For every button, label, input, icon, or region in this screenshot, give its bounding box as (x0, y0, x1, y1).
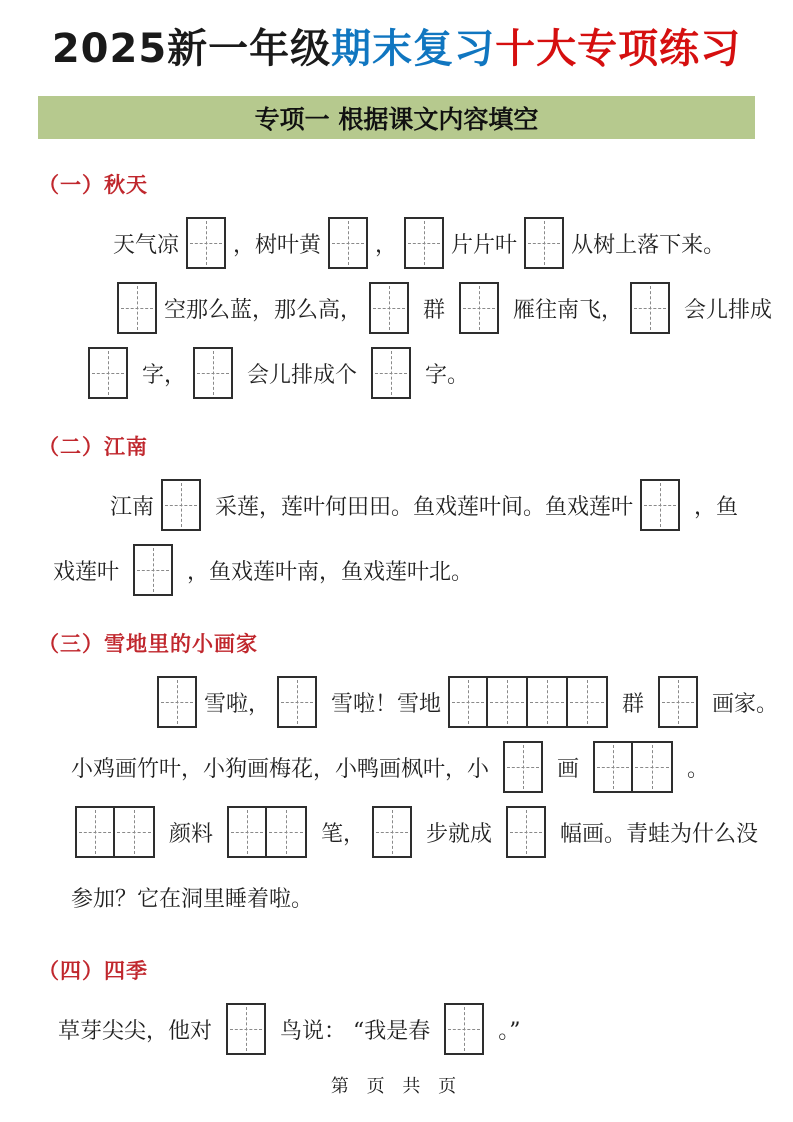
answer-blank-group (524, 217, 564, 269)
text-line (38, 869, 755, 925)
answer-blank-group (161, 479, 201, 531)
answer-blank-group (444, 1003, 484, 1055)
answer-blank-cell (640, 479, 680, 531)
title-part-black: 2025新一年级 (51, 26, 332, 72)
text-segment: 雪啦！雪地 (324, 691, 442, 717)
answer-blank-group (658, 676, 698, 728)
section-heading: （四）四季 (38, 958, 148, 983)
answer-blank-cell (227, 806, 267, 858)
text-segment: 笔， (314, 821, 365, 847)
text-segment: 采莲，莲叶何田田。鱼戏莲叶间。鱼戏莲叶 (208, 494, 634, 520)
text-segment: 天气凉 (113, 232, 180, 258)
answer-blank-cell (161, 479, 201, 531)
answer-blank-cell (115, 806, 155, 858)
text-segment: 鸟说： “我是春 (273, 1018, 438, 1044)
answer-blank-cell (186, 217, 226, 269)
text-line (38, 674, 779, 730)
answer-blank-cell (88, 347, 128, 399)
section-heading: （二）江南 (38, 434, 148, 459)
answer-blank-group (371, 347, 411, 399)
answer-blank-cell (633, 741, 673, 793)
answer-blank-group (133, 544, 173, 596)
answer-blank-group (227, 806, 307, 858)
text-line (38, 215, 755, 271)
answer-blank-cell (488, 676, 528, 728)
text-segment: 空那么蓝，那么高， (164, 297, 363, 323)
text-segment: 戏莲叶 (53, 559, 126, 585)
text-segment: 小鸡画竹叶，小狗画梅花，小鸭画枫叶，小 (71, 756, 496, 782)
answer-blank-cell (371, 347, 411, 399)
answer-blank-cell (277, 676, 317, 728)
answer-blank-group (193, 347, 233, 399)
answer-blank-group (404, 217, 444, 269)
section-banner (38, 96, 755, 139)
answer-blank-cell (404, 217, 444, 269)
text-segment: 片片叶 (451, 232, 518, 258)
text-segment: 幅画。青蛙为什么没 (553, 821, 758, 847)
answer-blank-cell (448, 676, 488, 728)
text-segment: ，鱼戏莲叶南，鱼戏莲叶北。 (180, 559, 473, 585)
answer-blank-cell (369, 282, 409, 334)
answer-blank-group (186, 217, 226, 269)
title-part-red: 十大专项练习 (495, 26, 742, 72)
text-segment: ， (375, 232, 398, 258)
answer-blank-group (277, 676, 317, 728)
text-segment: 画家。 (705, 691, 779, 717)
text-segment: 雁往南飞， (506, 297, 624, 323)
answer-blank-cell (503, 741, 543, 793)
answer-blank-group (75, 806, 155, 858)
text-line (38, 345, 755, 401)
answer-blank-cell (372, 806, 412, 858)
text-segment: 群 (615, 691, 652, 717)
answer-blank-group (448, 676, 608, 728)
page-footer: 第 页 共 页 (330, 1076, 463, 1097)
answer-blank-group (640, 479, 680, 531)
text-segment: 画 (550, 756, 586, 782)
text-segment: 字。 (418, 362, 469, 388)
answer-blank-group (503, 741, 543, 793)
answer-blank-cell (524, 217, 564, 269)
answer-blank-cell (117, 282, 157, 334)
answer-blank-cell (528, 676, 568, 728)
text-line (38, 804, 758, 860)
section-2 (38, 431, 755, 598)
answer-blank-cell (75, 806, 115, 858)
answer-blank-group (630, 282, 670, 334)
answer-blank-cell (506, 806, 546, 858)
text-line (38, 542, 755, 598)
text-segment: 雪啦， (204, 691, 271, 717)
answer-blank-group (226, 1003, 266, 1055)
answer-blank-group (506, 806, 546, 858)
section-4 (38, 955, 755, 1057)
text-segment: 会儿排成个 (240, 362, 364, 388)
section-3 (38, 628, 779, 925)
text-line (38, 739, 755, 795)
text-segment: 。” (491, 1018, 521, 1044)
text-segment: 从树上落下来。 (571, 232, 726, 258)
text-segment: ，树叶黄 (233, 232, 322, 258)
section-1 (38, 169, 773, 401)
answer-blank-group (593, 741, 673, 793)
answer-blank-cell (328, 217, 368, 269)
answer-blank-cell (444, 1003, 484, 1055)
answer-blank-cell (226, 1003, 266, 1055)
title-part-blue: 期末复习 (331, 26, 496, 72)
text-line (38, 1001, 755, 1057)
answer-blank-cell (267, 806, 307, 858)
text-line (38, 280, 773, 336)
text-segment: 字， (135, 362, 186, 388)
answer-blank-cell (630, 282, 670, 334)
text-line (38, 477, 755, 533)
answer-blank-cell (193, 347, 233, 399)
sections-container (38, 139, 779, 1066)
text-segment: 颜料 (162, 821, 220, 847)
answer-blank-cell (593, 741, 633, 793)
answer-blank-group (88, 347, 128, 399)
section-heading: （一）秋天 (38, 172, 148, 197)
text-segment: 参加？它在洞里睡着啦。 (71, 886, 314, 912)
answer-blank-group (369, 282, 409, 334)
answer-blank-cell (133, 544, 173, 596)
answer-blank-cell (568, 676, 608, 728)
text-segment: 步就成 (419, 821, 499, 847)
answer-blank-group (372, 806, 412, 858)
text-segment: ，鱼 (687, 494, 739, 520)
answer-blank-group (328, 217, 368, 269)
section-heading: （三）雪地里的小画家 (38, 631, 258, 656)
answer-blank-cell (459, 282, 499, 334)
answer-blank-group (157, 676, 197, 728)
text-segment: 草芽尖尖，他对 (58, 1018, 219, 1044)
text-segment: 会儿排成 (677, 297, 773, 323)
answer-blank-cell (157, 676, 197, 728)
text-segment: 江南 (110, 494, 155, 520)
banner-text: 专项一 根据课文内容填空 (254, 104, 539, 134)
answer-blank-group (117, 282, 157, 334)
text-segment: 。 (680, 756, 709, 782)
answer-blank-group (459, 282, 499, 334)
text-segment: 群 (416, 297, 453, 323)
page-title (38, 26, 755, 72)
answer-blank-cell (658, 676, 698, 728)
